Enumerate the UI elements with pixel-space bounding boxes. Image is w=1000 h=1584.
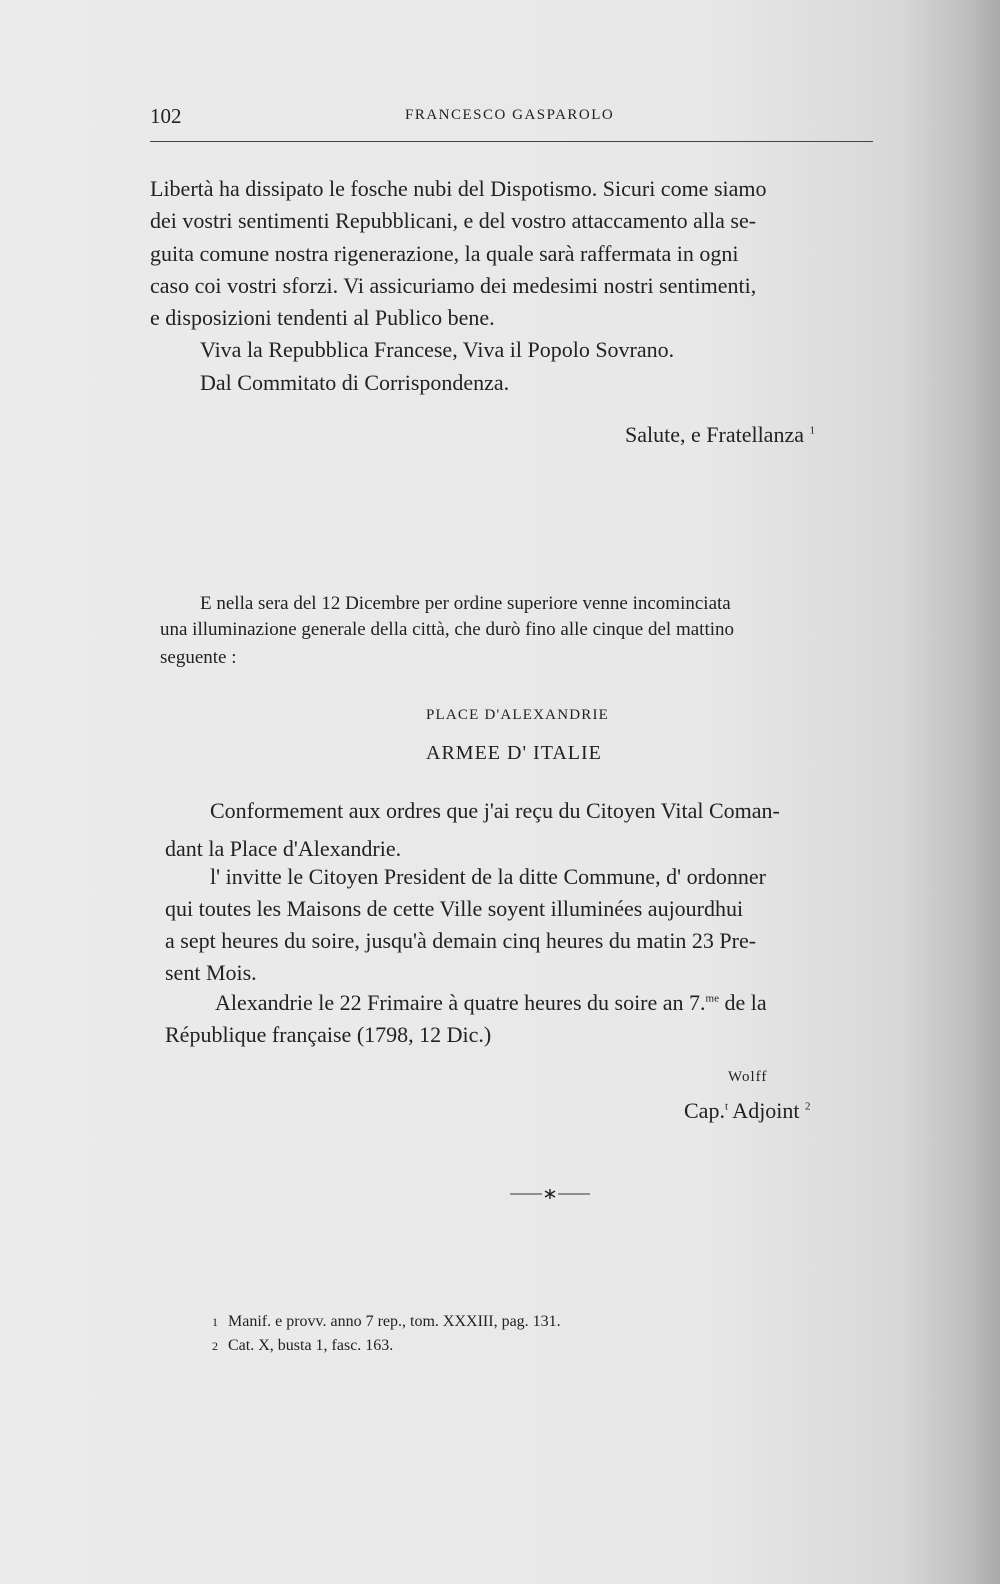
- decree-date-line: [215, 992, 767, 1014]
- decree-line: sent Mois.: [165, 960, 257, 985]
- narrative-line: seguente :: [160, 647, 237, 668]
- footnote: [212, 1337, 393, 1355]
- footnote: [212, 1313, 561, 1331]
- page-number: 102: [150, 104, 182, 128]
- decree-line: Conformement aux ordres que j'ai reçu du Citoyen Vital Coman-: [210, 798, 780, 823]
- footnote-marker: 2: [805, 1100, 811, 1113]
- letter-line: e disposizioni tendenti al Publico bene.: [150, 305, 495, 330]
- footnote-text: Manif. e provv. anno 7 rep., tom. XXXIII, pag. 131.: [228, 1313, 561, 1330]
- decree-line: dant la Place d'Alexandrie.: [165, 836, 402, 861]
- footnote-marker: 1: [809, 424, 815, 437]
- decree-army: ARMEE D' ITALIE: [426, 742, 602, 764]
- footnote-number: 1: [212, 1315, 218, 1329]
- narrative-line: E nella sera del 12 Dicembre per ordine superiore venne incominciata: [200, 593, 731, 614]
- ornament-divider: [510, 1188, 590, 1200]
- decree-line: l' invitte le Citoyen President de la ditte Commune, d' ordonner: [210, 864, 766, 889]
- footnote-text: Cat. X, busta 1, fasc. 163.: [228, 1337, 394, 1354]
- letter-line: Dal Commitato di Corrispondenza.: [200, 370, 510, 395]
- closing-text: Salute, e Fratellanza: [625, 422, 804, 447]
- letter-line: caso coi vostri sforzi. Vi assicuriamo dei medesimi nostri sentimenti,: [150, 273, 757, 298]
- signature-name: Wolff: [728, 1069, 768, 1085]
- running-head: FRANCESCO GASPAROLO: [405, 107, 615, 123]
- letter-line: Viva la Repubblica Francese, Viva il Popolo Sovrano.: [200, 337, 675, 362]
- date-text-end: de la: [719, 990, 767, 1015]
- narrative-line: una illuminazione generale della città, che durò fino alle cinque del mattino: [160, 619, 734, 640]
- decree-place: PLACE D'ALEXANDRIE: [426, 707, 610, 723]
- page-header: [150, 104, 873, 140]
- letter-line: dei vostri sentimenti Repubblicani, e del vostro attaccamento alla se-: [150, 208, 757, 233]
- header-rule: [150, 141, 873, 142]
- signature-superscript: t: [724, 1100, 729, 1113]
- signature-title: [684, 1100, 811, 1122]
- date-text: Alexandrie le 22 Frimaire à quatre heures du soire an 7.: [215, 990, 706, 1015]
- signature-title-text: Cap.: [684, 1098, 725, 1123]
- decree-line: a sept heures du soire, jusqu'à demain cinq heures du matin 23 Pre-: [165, 928, 757, 953]
- date-superscript: me: [705, 992, 719, 1005]
- footnote-number: 2: [212, 1339, 218, 1353]
- decree-line: qui toutes les Maisons de cette Ville soyent illuminées aujourdhui: [165, 896, 744, 921]
- letter-line: Libertà ha dissipato le fosche nubi del Dispotismo. Sicuri come siamo: [150, 176, 767, 201]
- signature-title-end: Adjoint: [728, 1098, 800, 1123]
- decree-date-line-2: République française (1798, 12 Dic.): [165, 1022, 492, 1047]
- letter-closing: [625, 424, 815, 446]
- letter-line: guita comune nostra rigenerazione, la quale sarà raffermata in ogni: [150, 241, 739, 266]
